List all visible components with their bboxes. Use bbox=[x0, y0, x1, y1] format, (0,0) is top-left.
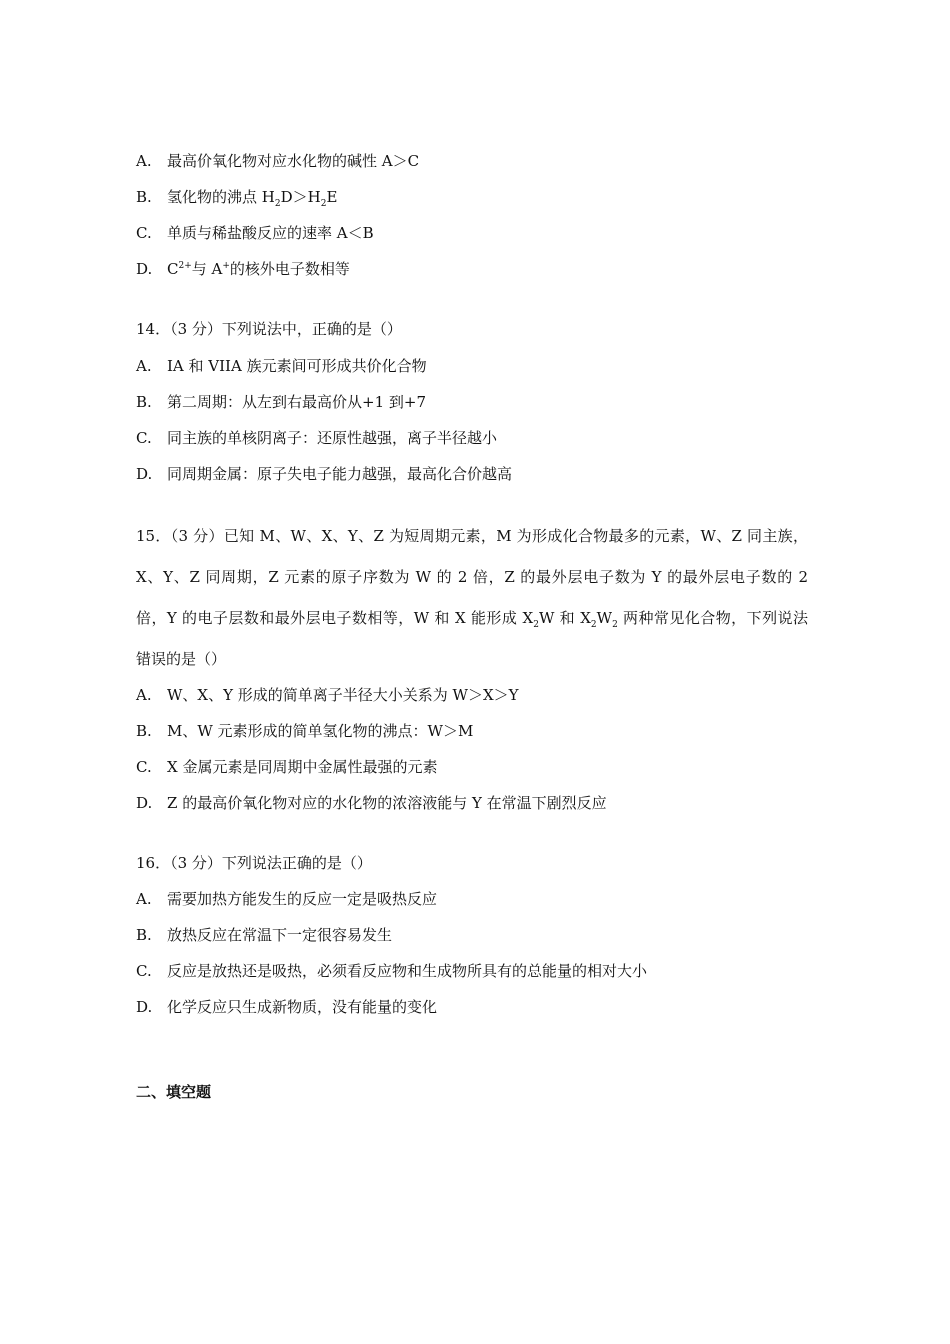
option-text: 反应是放热还是吸热，必须看反应物和生成物所具有的总能量的相对大小 bbox=[167, 962, 648, 980]
q15-stem-line-3: 倍，Y 的电子层数和最外层电子数相等，W 和 X 能形成 $X_2W$ 和 $X_2W_2$ 两种常见化合物，下列说法 bbox=[136, 609, 808, 630]
q15-option-d bbox=[136, 793, 607, 813]
option-text: $C^{2+}$与 A+的核外电子数相等 bbox=[167, 260, 350, 278]
q14-option-a bbox=[136, 356, 427, 376]
q15-stem-line-2: X、Y、Z 同周期，Z 元素的原子序数为 W 的 2 倍，Z 的最外层电子数为 Y 的最外层电子数的 2 bbox=[136, 568, 808, 586]
option-letter: A. bbox=[136, 152, 152, 170]
option-text: 化学反应只生成新物质，没有能量的变化 bbox=[167, 998, 438, 1016]
option-text: 第二周期：从左到右最高价从+1 到+7 bbox=[167, 393, 426, 411]
option-text: M、W 元素形成的简单氢化物的沸点：W＞M bbox=[167, 722, 474, 740]
option-letter: D. bbox=[136, 465, 153, 483]
q14-option-b bbox=[136, 392, 426, 412]
option-text: IA 和 VIIA 族元素间可形成共价化合物 bbox=[167, 357, 427, 375]
q13-option-c bbox=[136, 223, 374, 243]
option-text: 同周期金属：原子失电子能力越强，最高化合价越高 bbox=[167, 465, 513, 483]
option-letter: B. bbox=[136, 393, 152, 411]
option-letter: A. bbox=[136, 357, 152, 375]
option-letter: C. bbox=[136, 758, 152, 776]
option-text: W、X、Y 形成的简单离子半径大小关系为 W＞X＞Y bbox=[167, 686, 519, 704]
q14-option-d bbox=[136, 464, 512, 484]
q14-option-c bbox=[136, 428, 497, 448]
option-text: 最高价氧化物对应水化物的碱性 A＞C bbox=[167, 152, 420, 170]
option-letter: D. bbox=[136, 260, 153, 278]
option-text: 同主族的单核阴离子：还原性越强，离子半径越小 bbox=[167, 429, 498, 447]
option-letter: B. bbox=[136, 188, 152, 206]
option-letter: C. bbox=[136, 962, 152, 980]
q15-stem-line-1: 15．（3 分）已知 M、W、X、Y、Z 为短周期元素，M 为形成化合物最多的元素，W、Z 同主族， bbox=[136, 527, 808, 545]
option-text: 氢化物的沸点 $H_2D>H_2E$ bbox=[167, 188, 338, 209]
q15-option-b bbox=[136, 721, 473, 741]
q15-option-a bbox=[136, 685, 519, 705]
option-letter: B. bbox=[136, 722, 152, 740]
q13-option-a bbox=[136, 151, 419, 171]
q16-option-d bbox=[136, 997, 437, 1017]
option-letter: D. bbox=[136, 998, 153, 1016]
q16-option-a bbox=[136, 889, 437, 909]
option-letter: C. bbox=[136, 224, 152, 242]
q16-option-b bbox=[136, 925, 392, 945]
option-letter: C. bbox=[136, 429, 152, 447]
option-letter: B. bbox=[136, 926, 152, 944]
q13-option-d bbox=[136, 259, 350, 279]
q13-option-b bbox=[136, 187, 337, 207]
option-letter: A. bbox=[136, 686, 152, 704]
option-letter: D. bbox=[136, 794, 153, 812]
q16-option-c bbox=[136, 961, 647, 981]
q14-stem: 14．（3 分）下列说法中，正确的是（） bbox=[136, 320, 402, 338]
option-text: 单质与稀盐酸反应的速率 A＜B bbox=[167, 224, 374, 242]
q15-stem-line-4: 错误的是（） bbox=[136, 650, 227, 668]
option-text: 需要加热方能发生的反应一定是吸热反应 bbox=[167, 890, 438, 908]
section-heading: 二、填空题 bbox=[136, 1083, 212, 1101]
option-letter: A. bbox=[136, 890, 152, 908]
q16-stem: 16．（3 分）下列说法正确的是（） bbox=[136, 854, 372, 872]
option-text: Z 的最高价氧化物对应的水化物的浓溶液能与 Y 在常温下剧烈反应 bbox=[167, 794, 607, 812]
option-text: X 金属元素是同周期中金属性最强的元素 bbox=[167, 758, 438, 776]
option-text: 放热反应在常温下一定很容易发生 bbox=[167, 926, 393, 944]
q15-option-c bbox=[136, 757, 437, 777]
